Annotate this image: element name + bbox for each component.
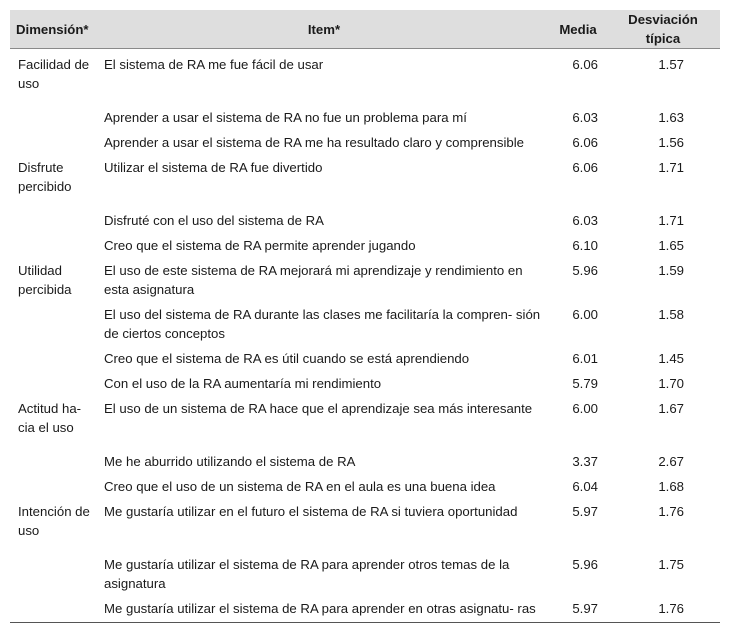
table-row: [10, 299, 720, 343]
header-media: Media: [550, 10, 606, 49]
table-row: [10, 446, 720, 471]
dimension-cell: Actitud ha- cia el uso: [18, 401, 82, 435]
media-cell: 6.06: [572, 57, 598, 72]
table-row: [10, 49, 720, 103]
media-cell: 6.00: [572, 307, 598, 322]
item-cell: El uso de un sistema de RA hace que el aprendizaje sea más interesante: [104, 401, 533, 416]
results-table: [10, 10, 720, 623]
sd-cell: 2.67: [658, 454, 684, 469]
media-cell: 5.97: [550, 593, 606, 623]
header-row: [10, 10, 720, 49]
dimension-cell-empty: [10, 343, 98, 368]
item-cell: Me gustaría utilizar en el futuro el sistema de RA si tuviera oportunidad: [104, 504, 518, 519]
item-cell: Aprender a usar el sistema de RA me ha resultado claro y comprensible: [104, 135, 525, 150]
item-cell: Utilizar el sistema de RA fue divertido: [104, 160, 323, 175]
dimension-cell: Facilidad de uso: [18, 57, 90, 91]
table-row: [10, 255, 720, 299]
media-cell: 6.03: [572, 213, 598, 228]
dimension-cell-empty: [10, 368, 98, 393]
media-cell: 6.06: [572, 160, 598, 175]
dimension-cell-empty: [10, 471, 98, 496]
dimension-cell-empty: [10, 549, 98, 593]
item-cell: El sistema de RA me fue fácil de usar: [104, 57, 324, 72]
media-cell: 5.96: [572, 557, 598, 572]
sd-cell: 1.75: [658, 557, 684, 572]
item-cell: Me gustaría utilizar el sistema de RA para aprender en otras asignatu- ras: [98, 593, 550, 623]
sd-cell: 1.65: [658, 238, 684, 253]
sd-cell: 1.76: [658, 504, 684, 519]
table-row: [10, 205, 720, 230]
sd-cell: 1.76: [606, 593, 720, 623]
dimension-cell-empty: [10, 593, 98, 623]
results-table-container: [10, 10, 720, 623]
table-row: [10, 549, 720, 593]
item-cell: El uso del sistema de RA durante las clases me facilitaría la compren- sión de ciertos conceptos: [104, 307, 541, 341]
media-cell: 5.79: [572, 376, 598, 391]
dimension-cell-empty: [10, 299, 98, 343]
item-cell: Me gustaría utilizar el sistema de RA para aprender otros temas de la asignatura: [104, 557, 510, 591]
table-row: [10, 393, 720, 446]
table-row: [10, 471, 720, 496]
header-sd: Desviación típica: [606, 10, 720, 49]
item-cell: El uso de este sistema de RA mejorará mi aprendizaje y rendimiento en esta asignatura: [104, 263, 523, 297]
media-cell: 6.04: [572, 479, 598, 494]
media-cell: 6.00: [572, 401, 598, 416]
table-row: [10, 593, 720, 623]
item-cell: Creo que el uso de un sistema de RA en el aula es una buena idea: [104, 479, 496, 494]
dimension-cell-empty: [10, 102, 98, 127]
dimension-cell-empty: [10, 230, 98, 255]
item-cell: Aprender a usar el sistema de RA no fue un problema para mí: [104, 110, 467, 125]
sd-cell: 1.71: [658, 213, 684, 228]
item-cell: Me he aburrido utilizando el sistema de RA: [104, 454, 356, 469]
item-cell: Con el uso de la RA aumentaría mi rendimiento: [104, 376, 382, 391]
media-cell: 5.97: [572, 504, 598, 519]
item-cell: Creo que el sistema de RA permite aprender jugando: [104, 238, 416, 253]
item-cell: Disfruté con el uso del sistema de RA: [104, 213, 324, 228]
dimension-cell: Utilidad percibida: [18, 263, 72, 297]
sd-cell: 1.56: [658, 135, 684, 150]
dimension-cell-empty: [10, 205, 98, 230]
dimension-cell-empty: [10, 446, 98, 471]
sd-cell: 1.57: [658, 57, 684, 72]
sd-cell: 1.71: [658, 160, 684, 175]
media-cell: 3.37: [572, 454, 598, 469]
sd-cell: 1.63: [658, 110, 684, 125]
dimension-cell-empty: [10, 127, 98, 152]
media-cell: 6.06: [572, 135, 598, 150]
media-cell: 6.03: [572, 110, 598, 125]
table-row: [10, 230, 720, 255]
table-row: [10, 496, 720, 549]
header-dimension: Dimensión*: [10, 10, 98, 49]
table-row: [10, 343, 720, 368]
media-cell: 5.96: [572, 263, 598, 278]
sd-cell: 1.68: [658, 479, 684, 494]
header-item: Item*: [98, 10, 550, 49]
media-cell: 6.10: [572, 238, 598, 253]
sd-cell: 1.67: [658, 401, 684, 416]
dimension-cell: Intención de uso: [18, 504, 90, 538]
media-cell: 6.01: [572, 351, 598, 366]
sd-cell: 1.45: [658, 351, 684, 366]
table-row: [10, 102, 720, 127]
table-row: [10, 152, 720, 205]
table-row: [10, 368, 720, 393]
sd-cell: 1.58: [658, 307, 684, 322]
sd-cell: 1.70: [658, 376, 684, 391]
sd-cell: 1.59: [658, 263, 684, 278]
item-cell: Creo que el sistema de RA es útil cuando se está aprendiendo: [104, 351, 470, 366]
table-header: [10, 10, 720, 49]
table-body: [10, 49, 720, 623]
table-row: [10, 127, 720, 152]
dimension-cell: Disfrute percibido: [18, 160, 72, 194]
